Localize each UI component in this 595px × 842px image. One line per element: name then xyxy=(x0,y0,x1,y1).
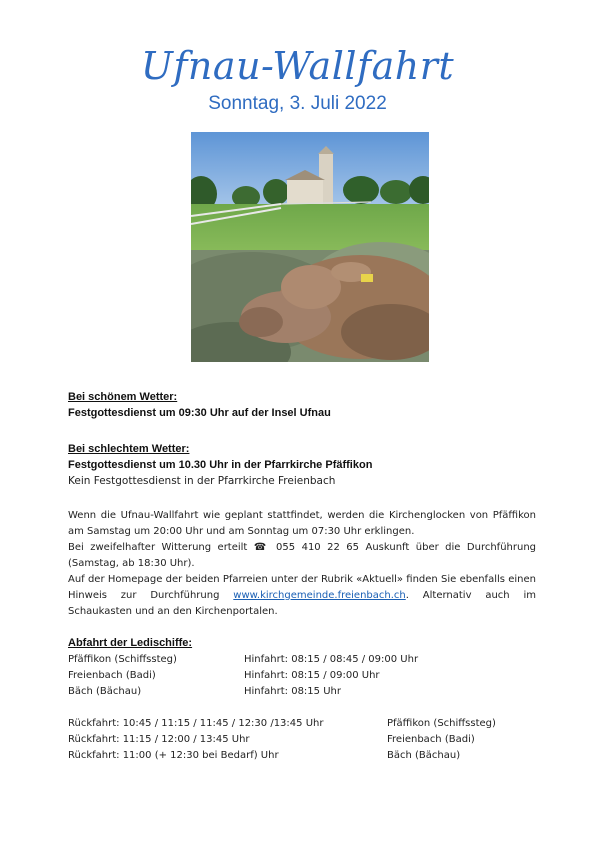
page-title: Ufnau-Wallfahrt xyxy=(140,44,455,88)
homepage-text-after: . Alternativ auch im Schaukasten und an den Kirchenportalen. xyxy=(68,589,536,617)
homepage-paragraph xyxy=(68,572,536,619)
return-place: Pfäffikon (Schiffssteg) xyxy=(387,718,496,729)
return-times: Rückfahrt: 11:15 / 12:00 / 13:45 Uhr xyxy=(68,734,250,745)
return-place: Freienbach (Badi) xyxy=(387,734,475,745)
return-times: Rückfahrt: 11:00 (+ 12:30 bei Bedarf) Uhr xyxy=(68,750,279,761)
phone-text-after: 055 410 22 65 Auskunft über die Durchführung (Samstag, ab 18:30 Uhr). xyxy=(68,542,536,569)
good-weather-service: Festgottesdienst um 09:30 Uhr auf der Insel Ufnau xyxy=(68,407,331,419)
return-times: Rückfahrt: 10:45 / 11:15 / 11:45 / 12:30 /13:45 Uhr xyxy=(68,718,324,729)
outbound-place: Freienbach (Badi) xyxy=(68,670,156,681)
website-link[interactable]: www.kirchgemeinde.freienbach.ch xyxy=(233,589,406,601)
bad-weather-heading: Bei schlechtem Wetter: xyxy=(68,443,190,455)
outbound-place: Pfäffikon (Schiffssteg) xyxy=(68,654,177,665)
event-date: Sonntag, 3. Juli 2022 xyxy=(208,93,387,114)
departures-heading: Abfahrt der Ledischiffe: xyxy=(68,637,193,649)
cow-meadow-church-photo xyxy=(191,132,429,362)
homepage-text-before: Auf der Homepage der beiden Pfarreien unter der Rubrik «Aktuell» finden Sie ebenfalls einen Hinweis zur Durchführung xyxy=(68,574,536,601)
return-place: Bäch (Bächau) xyxy=(387,750,461,761)
bad-weather-note: Kein Festgottesdienst in der Pfarrkirche Freienbach xyxy=(68,475,336,487)
bad-weather-service: Festgottesdienst um 10.30 Uhr in der Pfarrkirche Pfäffikon xyxy=(68,459,373,471)
bells-paragraph: Wenn die Ufnau-Wallfahrt wie geplant stattfindet, werden die Kirchenglocken von Pfäffikon am Samstag um 20:00 Uhr und am Sonntag um 07:30 Uhr erklingen. xyxy=(68,510,536,537)
phone-text-before: Bei zweifelhafter Witterung erteilt xyxy=(68,542,254,553)
outbound-times: Hinfahrt: 08:15 / 08:45 / 09:00 Uhr xyxy=(244,654,419,665)
phone-paragraph xyxy=(68,540,536,572)
good-weather-heading: Bei schönem Wetter: xyxy=(68,391,178,403)
outbound-place: Bäch (Bächau) xyxy=(68,686,142,697)
telephone-icon: ☎ xyxy=(253,542,270,553)
outbound-times: Hinfahrt: 08:15 Uhr xyxy=(244,686,341,697)
outbound-times: Hinfahrt: 08:15 / 09:00 Uhr xyxy=(244,670,380,681)
